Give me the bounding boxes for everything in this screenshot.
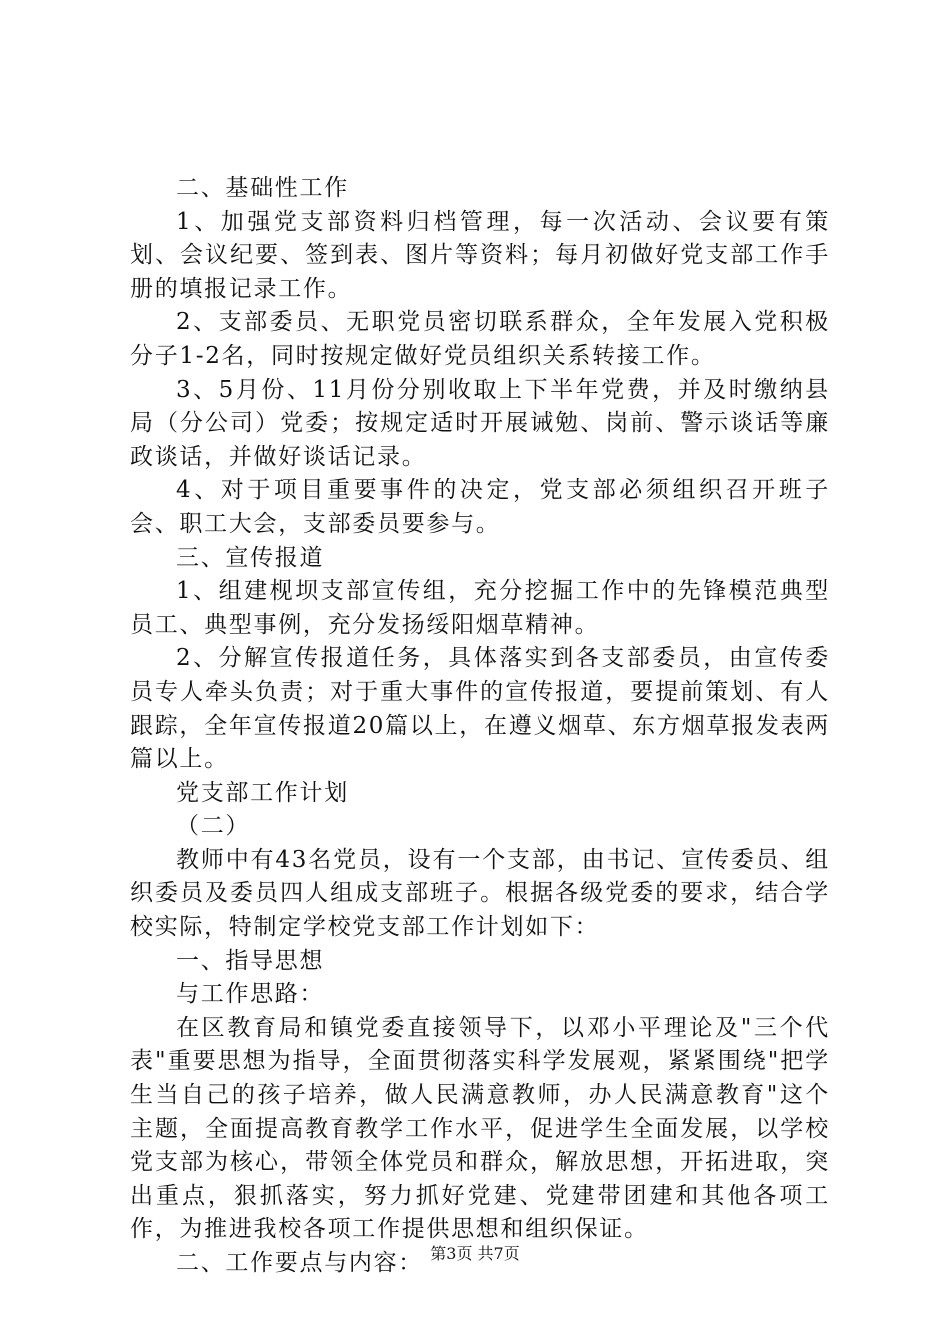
paragraph-branch-intro: 教师中有43名党员，设有一个支部，由书记、宣传委员、组织委员及委员四人组成支部班子。根据各级党委的要求，结合学校实际，特制定学校党支部工作计划如下： (130, 846, 830, 941)
section-heading-publicity: 三、宣传报道 (176, 544, 325, 571)
section-heading-work-approach: 与工作思路： (176, 981, 325, 1008)
paragraph-guiding-thought: 在区教育局和镇党委直接领导下，以邓小平理论及"三个代表"重要思想为指导，全面贯彻落实科学发展观，紧紧围绕"把学生当自己的孩子培养，做人民满意教师，办人民满意教育"这个主题，全面提高教育教学工作水平，促进学生全面发展，以学校党支部为核心，带领全体党员和群众，解放思想，开拓进取，突出重点，狠抓落实，努力抓好党建、党建带团建和其他各项工作，为推进我校各项工作提供思想和组织保证。 (130, 1014, 830, 1243)
section-heading-basic-work: 二、基础性工作 (176, 175, 349, 201)
paragraph-publicity-group: 1、组建枧坝支部宣传组，充分挖掘工作中的先锋模范典型员工、典型事例，充分发扬绥阳烟草精神。 (130, 578, 830, 638)
page-number-footer: 第3页 共7页 (430, 1244, 520, 1263)
section-heading-guiding-thought: 一、指导思想 (176, 947, 325, 974)
paragraph-archive-management: 1、加强党支部资料归档管理，每一次活动、会议要有策划、会议纪要、签到表、图片等资料；每月初做好党支部工作手册的填报记录工作。 (130, 208, 830, 302)
paragraph-publicity-tasks: 2、分解宣传报道任务，具体落实到各支部委员，由宣传委员专人牵头负责；对于重大事件的宣传报道，要提前策划、有人跟踪，全年宣传报道20篇以上，在遵义烟草、东方烟草报发表两篇以上。 (130, 645, 830, 773)
paragraph-project-decisions: 4、对于项目重要事件的决定，党支部必须组织召开班子会、职工大会，支部委员要参与。 (130, 477, 830, 537)
paragraph-party-dues: 3、5月份、11月份分别收取上下半年党费，并及时缴纳县局（分公司）党委；按规定适时开展诫勉、岗前、警示谈话等廉政谈话，并做好谈话记录。 (130, 376, 830, 470)
document-title: 党支部工作计划 (176, 779, 349, 806)
paragraph-member-contact: 2、支部委员、无职党员密切联系群众，全年发展入党积极分子1-2名，同时按规定做好党员组织关系转接工作。 (130, 309, 830, 369)
document-body (130, 172, 830, 1281)
section-heading-work-points: 二、工作要点与内容： (176, 1250, 423, 1276)
document-subtitle: （二） (176, 813, 251, 840)
